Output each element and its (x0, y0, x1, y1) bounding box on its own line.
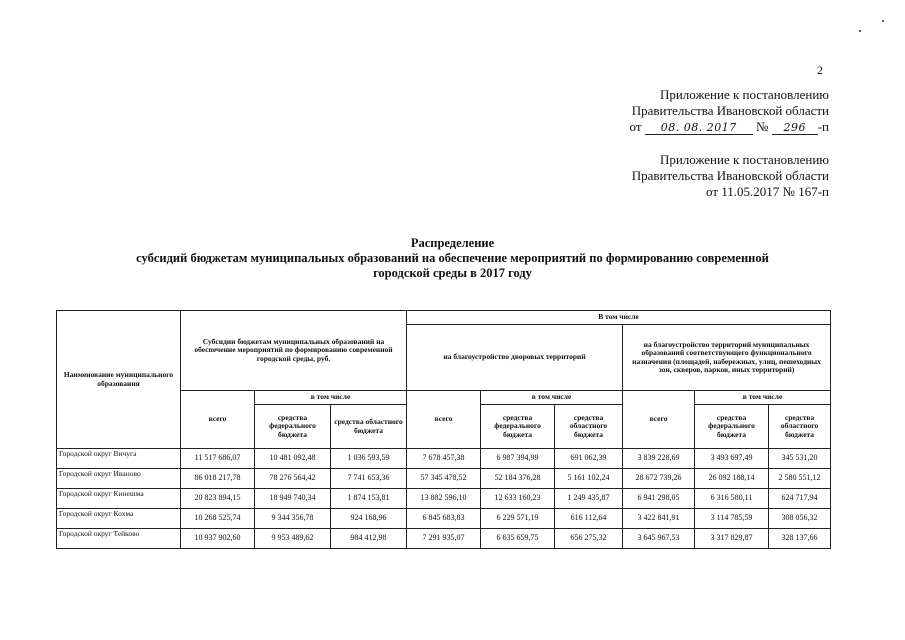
table-row (57, 489, 831, 509)
page-number: 2 (817, 63, 823, 77)
header-territories: на благоустройство территорий муниципальных образований соответствующего функционального назначения (площадей, набережных, улиц, пешеходных зон, скверов, парков, иных территорий) (623, 325, 831, 391)
municipality-name: Городской округ Тейково (57, 529, 181, 549)
header-subsidies: Субсидии бюджетам муниципальных образований на обеспечение мероприятий по формированию современной городской среды, руб. (181, 311, 407, 391)
amount-cell: 28 672 739,26 (623, 469, 695, 489)
amount-cell: 57 345 478,52 (407, 469, 481, 489)
amount-cell: 10 268 525,74 (181, 509, 255, 529)
header-regional: средства областного бюджета (331, 405, 407, 449)
amount-cell: 1 249 435,87 (555, 489, 623, 509)
amount-cell: 9 953 489,62 (255, 529, 331, 549)
title-line3: городской среды в 2017 году (373, 266, 532, 280)
amount-cell: 691 062,39 (555, 449, 623, 469)
amount-cell: 308 056,32 (769, 509, 831, 529)
amount-cell: 26 092 188,14 (695, 469, 769, 489)
amount-cell: 10 481 092,48 (255, 449, 331, 469)
amount-cell: 1 036 593,59 (331, 449, 407, 469)
amount-cell: 52 184 376,28 (481, 469, 555, 489)
amount-cell: 12 633 160,23 (481, 489, 555, 509)
table-body (57, 449, 831, 549)
table-row (57, 509, 831, 529)
amount-cell: 6 941 298,05 (623, 489, 695, 509)
header-regional: средства областного бюджета (769, 405, 831, 449)
document-title (0, 236, 905, 281)
table-row (57, 529, 831, 549)
appendix-current-line1: Приложение к постановлению (659, 87, 829, 102)
appendix-current-line2: Правительства Ивановской области (631, 103, 829, 118)
from-label: от (629, 119, 642, 134)
amount-cell: 3 317 829,87 (695, 529, 769, 549)
amount-cell: 20 823 894,15 (181, 489, 255, 509)
scan-speck (859, 30, 861, 32)
amount-cell: 6 635 659,75 (481, 529, 555, 549)
header-total: всего (623, 391, 695, 449)
scan-speck (882, 20, 884, 22)
amount-cell: 328 137,66 (769, 529, 831, 549)
amount-cell: 11 517 686,07 (181, 449, 255, 469)
amount-cell: 10 937 902,60 (181, 529, 255, 549)
header-total: всего (407, 391, 481, 449)
amount-cell: 1 874 153,81 (331, 489, 407, 509)
amount-cell: 13 882 596,10 (407, 489, 481, 509)
appendix-current (630, 87, 829, 135)
municipality-name: Городской округ Иваново (57, 469, 181, 489)
appendix-previous-line2: Правительства Ивановской области (631, 168, 829, 183)
amount-cell: 6 316 580,11 (695, 489, 769, 509)
header-total: всего (181, 391, 255, 449)
handwritten-number: 296 (772, 121, 818, 135)
amount-cell: 2 580 551,12 (769, 469, 831, 489)
header-in-total: в том числе (695, 391, 831, 405)
header-federal: средства федерального бюджета (255, 405, 331, 449)
appendix-current-date-line (630, 119, 829, 135)
header-including: В том числе (407, 311, 831, 325)
amount-cell: 9 344 356,78 (255, 509, 331, 529)
amount-cell: 924 168,96 (331, 509, 407, 529)
header-regional: средства областного бюджета (555, 405, 623, 449)
amount-cell: 984 412,98 (331, 529, 407, 549)
appendix-previous (632, 152, 829, 200)
header-federal: средства федерального бюджета (695, 405, 769, 449)
amount-cell: 7 678 457,38 (407, 449, 481, 469)
table-row (57, 469, 831, 489)
title-line1: Распределение (410, 236, 495, 250)
header-name: Наименование муниципального образования (57, 311, 181, 449)
municipality-name: Городской округ Кинешма (57, 489, 181, 509)
subsidy-table (56, 310, 831, 549)
amount-cell: 624 717,94 (769, 489, 831, 509)
amount-cell: 5 161 102,24 (555, 469, 623, 489)
amount-cell: 3 422 841,91 (623, 509, 695, 529)
amount-cell: 616 112,64 (555, 509, 623, 529)
appendix-previous-line1: Приложение к постановлению (659, 152, 829, 167)
amount-cell: 3 645 967,53 (623, 529, 695, 549)
amount-cell: 656 275,32 (555, 529, 623, 549)
amount-cell: 3 114 785,59 (695, 509, 769, 529)
number-sign: № (756, 119, 769, 134)
municipality-name: Городской округ Кохма (57, 509, 181, 529)
header-in-total: в том числе (255, 391, 407, 405)
number-suffix: -п (817, 119, 829, 134)
amount-cell: 3 839 228,69 (623, 449, 695, 469)
amount-cell: 6 845 683,83 (407, 509, 481, 529)
table-row (57, 449, 831, 469)
amount-cell: 3 493 697,49 (695, 449, 769, 469)
amount-cell: 18 949 740,34 (255, 489, 331, 509)
municipality-name: Городской округ Вичуга (57, 449, 181, 469)
amount-cell: 7 291 935,07 (407, 529, 481, 549)
title-line2: субсидий бюджетам муниципальных образований на обеспечение мероприятий по формированию современной (136, 251, 769, 265)
amount-cell: 6 229 571,19 (481, 509, 555, 529)
header-in-total: в том числе (481, 391, 623, 405)
header-federal: средства федерального бюджета (481, 405, 555, 449)
amount-cell: 345 531,20 (769, 449, 831, 469)
amount-cell: 78 276 564,42 (255, 469, 331, 489)
amount-cell: 7 741 653,36 (331, 469, 407, 489)
amount-cell: 6 987 394,99 (481, 449, 555, 469)
handwritten-date: 08. 08. 2017 (645, 121, 753, 135)
header-yards: на благоустройство дворовых территорий (407, 325, 623, 391)
amount-cell: 86 018 217,78 (181, 469, 255, 489)
appendix-previous-line3: от 11.05.2017 № 167-п (706, 184, 829, 199)
